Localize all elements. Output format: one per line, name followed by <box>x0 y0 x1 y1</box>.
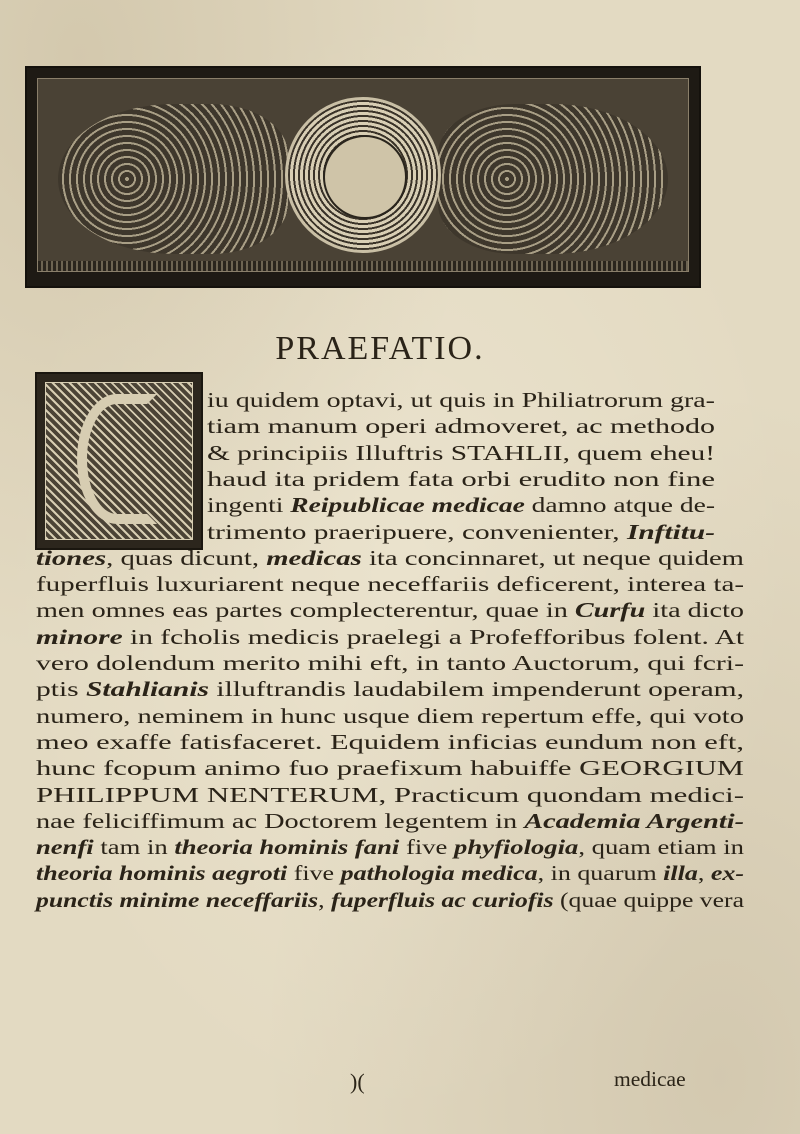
text-line <box>36 649 744 677</box>
text-run: , quam etiam in <box>578 835 744 860</box>
italic-term: Curfu <box>574 598 646 623</box>
text-line <box>207 386 715 414</box>
text-run: fuperfluis luxuriarent neque neceffariis deficerent, interea ta- <box>36 572 744 597</box>
text-run: haud ita pridem fata orbi erudito non fine <box>207 466 715 491</box>
text-run: , <box>318 887 331 912</box>
italic-term: Reipublicae medicae <box>290 493 525 518</box>
text-line <box>36 728 744 756</box>
decorated-initial-letter <box>35 372 203 550</box>
text-run: men omnes eas partes complecterentur, quae in <box>36 598 575 623</box>
text-run: tam in <box>93 835 175 860</box>
right-scrollwork <box>438 104 668 254</box>
text-line <box>36 754 744 782</box>
text-run: illuftrandis laudabilem impenderunt operam, <box>209 677 745 702</box>
text-run: vero dolendum merito mihi eft, in tanto Auctorum, qui fcri- <box>36 651 744 675</box>
text-line <box>36 886 744 914</box>
text-line <box>207 412 715 440</box>
text-line <box>207 491 715 519</box>
text-run: hunc fcopum animo fuo praefixum habuiffe GEORGIUM <box>36 756 744 781</box>
italic-term: illa <box>663 861 698 886</box>
text-run: ingenti <box>207 493 291 518</box>
text-run: five <box>287 861 341 886</box>
text-line <box>207 439 715 467</box>
text-run: PHILIPPUM NENTERUM, Practicum quondam medici- <box>36 782 744 807</box>
italic-term: phyfiologia <box>454 835 579 860</box>
text-run: five <box>399 835 455 860</box>
page-title: PRAEFATIO. <box>275 330 485 367</box>
text-line <box>207 465 715 493</box>
text-run: , <box>697 861 711 886</box>
italic-term: theoria hominis fani <box>174 835 400 860</box>
italic-term: Academia Argenti- <box>524 808 744 833</box>
text-line <box>36 570 744 598</box>
text-run: damno atque de- <box>524 493 715 518</box>
italic-term: tiones <box>36 545 107 570</box>
text-line <box>36 807 744 835</box>
text-run: meo exaffe fatisfaceret. Equidem inficias eundum non eft, <box>36 729 744 754</box>
text-run: ita dicto <box>645 598 744 623</box>
text-line <box>36 781 744 809</box>
text-line <box>36 623 744 651</box>
left-scrollwork <box>58 104 288 254</box>
catchword: medicae <box>614 1067 686 1091</box>
text-line <box>36 859 744 887</box>
italic-term: Stahlianis <box>86 677 210 702</box>
text-run: , in quarum <box>537 861 664 886</box>
ornamental-headpiece <box>25 66 701 288</box>
text-line <box>36 544 744 572</box>
italic-term: theoria hominis aegroti <box>36 861 288 886</box>
text-line <box>36 675 744 703</box>
text-run: tiam manum operi admoveret, ac methodo <box>207 414 715 439</box>
text-line <box>36 702 744 730</box>
text-line <box>36 596 744 624</box>
central-medallion <box>285 97 441 253</box>
italic-term: nenfi <box>36 835 94 860</box>
italic-term: punctis minime neceffariis <box>36 887 319 912</box>
italic-term: Inftitu- <box>626 519 715 544</box>
text-run: ptis <box>36 677 87 702</box>
text-run: nae feliciffimum ac Doctorem legentem in <box>36 808 525 833</box>
text-run: iu quidem optavi, ut quis in Philiatrorum gra- <box>207 388 715 412</box>
text-run: , quas dicunt, <box>106 545 267 570</box>
italic-term: minore <box>36 624 123 649</box>
text-run: in fcholis medicis praelegi a Profefforibus folent. At <box>122 624 744 649</box>
italic-term: medicas <box>266 545 362 570</box>
text-run: trimento praeripuere, convenienter, <box>207 519 627 544</box>
text-line <box>36 833 744 861</box>
text-line <box>207 518 715 546</box>
text-run: ita concinnaret, ut neque quidem <box>361 545 744 570</box>
italic-term: pathologia medica <box>340 861 538 886</box>
text-run: (quae quippe vera <box>553 887 744 912</box>
text-run: numero, neminem in hunc usque diem repertum effe, qui voto <box>36 703 744 728</box>
italic-term: ex- <box>710 861 744 886</box>
signature-mark: )( <box>350 1069 365 1094</box>
italic-term: fuperfluis ac curiofis <box>330 887 554 912</box>
text-run: & principiis Illuftris STAHLII, quem eheu! <box>207 440 715 465</box>
